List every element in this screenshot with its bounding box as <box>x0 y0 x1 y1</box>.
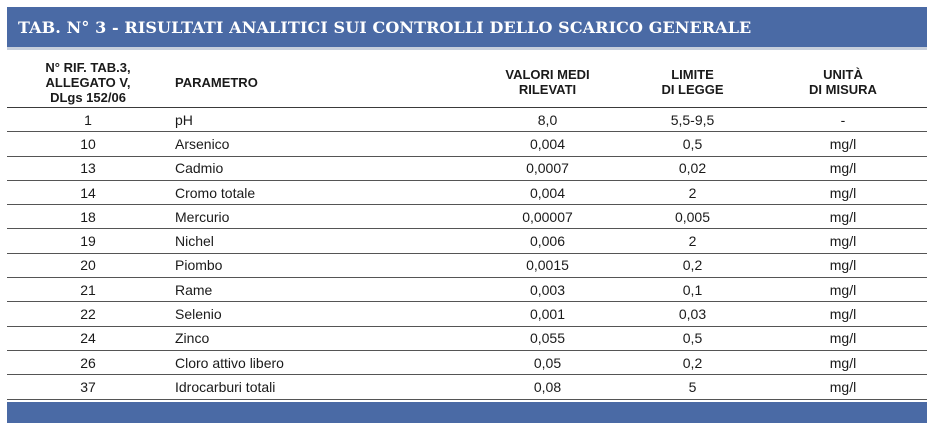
table-footer-bar <box>7 402 927 423</box>
cell-valore: 0,08 <box>469 375 626 399</box>
cell-valore: 0,004 <box>469 180 626 204</box>
cell-rif: 10 <box>7 132 169 156</box>
cell-unita: mg/l <box>759 375 927 399</box>
cell-valore: 0,004 <box>469 132 626 156</box>
cell-valore: 0,001 <box>469 302 626 326</box>
cell-limite: 2 <box>626 229 759 253</box>
cell-valore: 0,006 <box>469 229 626 253</box>
cell-rif: 26 <box>7 350 169 374</box>
cell-rif: 21 <box>7 278 169 302</box>
table-row <box>7 278 927 302</box>
header-unita: UNITÀ DI MISURA <box>759 57 927 108</box>
cell-limite: 2 <box>626 180 759 204</box>
table-row <box>7 229 927 253</box>
cell-parametro: Mercurio <box>169 205 469 229</box>
cell-limite: 0,2 <box>626 253 759 277</box>
cell-valore: 0,00007 <box>469 205 626 229</box>
cell-rif: 1 <box>7 108 169 132</box>
cell-unita: mg/l <box>759 132 927 156</box>
cell-unita: - <box>759 108 927 132</box>
cell-parametro: pH <box>169 108 469 132</box>
cell-rif: 20 <box>7 253 169 277</box>
cell-unita: mg/l <box>759 278 927 302</box>
cell-rif: 37 <box>7 375 169 399</box>
cell-rif: 19 <box>7 229 169 253</box>
cell-valore: 0,055 <box>469 326 626 350</box>
table-row <box>7 205 927 229</box>
cell-parametro: Idrocarburi totali <box>169 375 469 399</box>
cell-parametro: Rame <box>169 278 469 302</box>
cell-parametro: Piombo <box>169 253 469 277</box>
table-row <box>7 350 927 374</box>
cell-unita: mg/l <box>759 350 927 374</box>
cell-parametro: Cadmio <box>169 156 469 180</box>
cell-rif: 14 <box>7 180 169 204</box>
cell-unita: mg/l <box>759 180 927 204</box>
cell-unita: mg/l <box>759 229 927 253</box>
cell-unita: mg/l <box>759 156 927 180</box>
table-title-bar <box>7 7 927 47</box>
header-limite: LIMITE DI LEGGE <box>626 57 759 108</box>
cell-limite: 5 <box>626 375 759 399</box>
cell-limite: 0,005 <box>626 205 759 229</box>
table-row <box>7 302 927 326</box>
cell-unita: mg/l <box>759 253 927 277</box>
cell-unita: mg/l <box>759 205 927 229</box>
cell-parametro: Selenio <box>169 302 469 326</box>
cell-unita: mg/l <box>759 326 927 350</box>
table-row <box>7 253 927 277</box>
header-parametro: PARAMETRO <box>169 57 469 108</box>
cell-limite: 5,5-9,5 <box>626 108 759 132</box>
cell-limite: 0,1 <box>626 278 759 302</box>
table-title: TAB. N° 3 - RISULTATI ANALITICI SUI CONTROLLI DELLO SCARICO GENERALE <box>18 17 752 37</box>
cell-limite: 0,03 <box>626 302 759 326</box>
table-body <box>7 108 927 400</box>
cell-limite: 0,5 <box>626 132 759 156</box>
cell-limite: 0,5 <box>626 326 759 350</box>
cell-rif: 22 <box>7 302 169 326</box>
table-row <box>7 375 927 399</box>
cell-parametro: Cloro attivo libero <box>169 350 469 374</box>
table-header-row <box>7 57 927 108</box>
table-row <box>7 180 927 204</box>
header-valori: VALORI MEDI RILEVATI <box>469 57 626 108</box>
cell-valore: 0,003 <box>469 278 626 302</box>
cell-parametro: Zinco <box>169 326 469 350</box>
table-row <box>7 132 927 156</box>
cell-rif: 18 <box>7 205 169 229</box>
cell-unita: mg/l <box>759 302 927 326</box>
header-rif: N° RIF. TAB.3, ALLEGATO V, DLgs 152/06 <box>7 57 169 108</box>
cell-valore: 0,0007 <box>469 156 626 180</box>
cell-valore: 0,0015 <box>469 253 626 277</box>
cell-limite: 0,02 <box>626 156 759 180</box>
cell-valore: 0,05 <box>469 350 626 374</box>
table-row <box>7 326 927 350</box>
cell-limite: 0,2 <box>626 350 759 374</box>
cell-parametro: Arsenico <box>169 132 469 156</box>
cell-valore: 8,0 <box>469 108 626 132</box>
table-row <box>7 108 927 132</box>
table-row <box>7 156 927 180</box>
cell-rif: 13 <box>7 156 169 180</box>
cell-parametro: Nichel <box>169 229 469 253</box>
cell-rif: 24 <box>7 326 169 350</box>
results-table <box>7 57 927 400</box>
cell-parametro: Cromo totale <box>169 180 469 204</box>
